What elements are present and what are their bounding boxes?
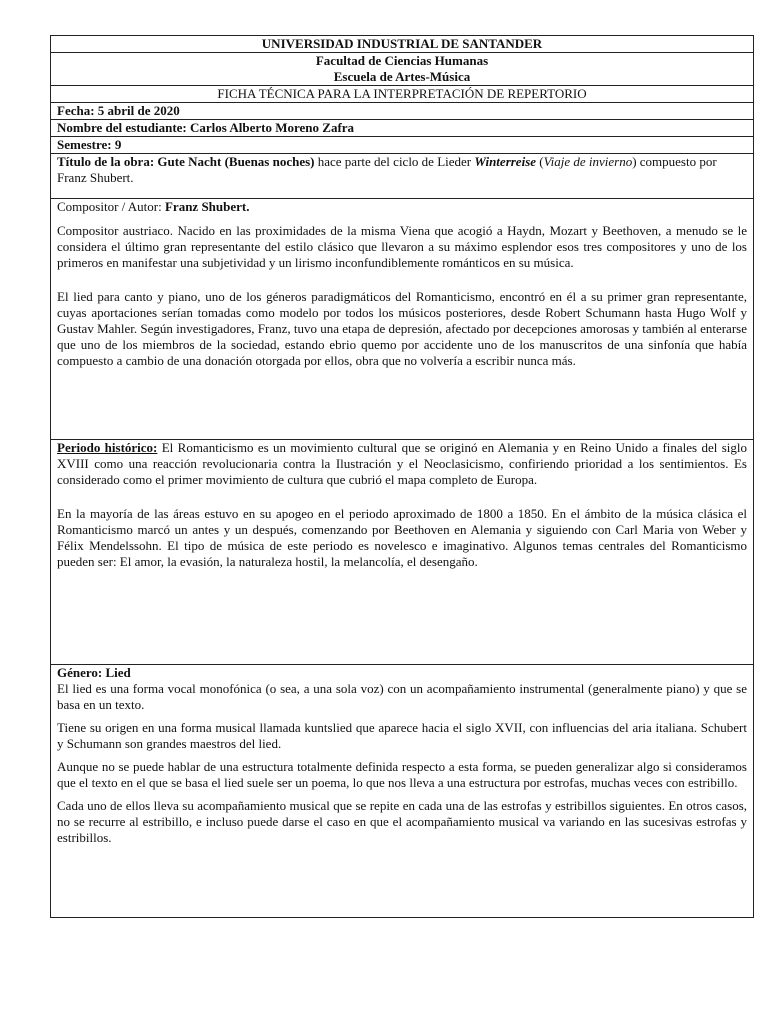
genre-row [51, 665, 754, 918]
song-cycle-translation: Viaje de invierno [543, 154, 633, 169]
genre-paragraph-3: Aunque no se puede hablar de una estructura totalmente definida respecto a esta forma, se pueden generalizar algo si consideramos que el texto en el que se basa el lied suele ser un poema, lo que nos lleva a una estructura por estrofas, muchas veces con estribillo. [57, 759, 747, 790]
song-cycle: Winterreise [474, 154, 537, 169]
period-row [51, 440, 754, 665]
faculty-name: Facultad de Ciencias Humanas [315, 53, 489, 68]
semester-row [51, 137, 754, 154]
work-title-text [57, 154, 747, 186]
work-title: Gute Nacht (Buenas noches) [157, 154, 315, 169]
composer-name: Franz Shubert. [164, 199, 250, 214]
work-desc-2: compuesto por Franz Shubert. [57, 154, 717, 185]
work-title-label: Título de la obra: [57, 154, 155, 169]
university-name: UNIVERSIDAD INDUSTRIAL DE SANTANDER [51, 36, 754, 53]
composer-heading [57, 199, 747, 215]
composer-label: Compositor / Autor: [57, 199, 165, 214]
period-paragraph-1 [57, 440, 747, 488]
form-title: FICHA TÉCNICA PARA LA INTERPRETACIÓN DE REPERTORIO [51, 86, 754, 103]
genre-label: Género: Lied [57, 665, 131, 680]
school-name: Escuela de Artes-Música [333, 69, 471, 84]
composer-paragraph-2: El lied para canto y piano, uno de los géneros paradigmáticos del Romanticismo, encontró en él a su primer gran representante, cuyas aportaciones serían tomadas como modelo por todos los músicos posteriores, desde Robert Schumann hasta Hugo Wolf y Gustav Mahler. Según investigadores, Franz, tuvo una etapa de depresión, afectado por decepciones amorosas y también al enterarse que uno de los miembros de la sociedad, estando ebrio quemo por accidente uno de los manuscritos de una sinfonía que había compuesto a cambio de una donación otorgada por ellos, obra que no volvería a escribir nunca más. [57, 289, 747, 368]
genre-paragraph-4: Cada uno de ellos lleva su acompañamiento musical que se repite en cada una de las estrofas y estribillos siguientes. En otros casos, no se recurre al estribillo, e incluso puede darse el caso en que el acompañamiento musical va variando en las sucesivas estrofas y estribillos. [57, 798, 747, 845]
form-title-row [51, 86, 754, 103]
genre-paragraph-1: El lied es una forma vocal monofónica (o sea, a una sola voz) con un acompañamiento instrumental (generalmente piano) y que se basa en un texto. [57, 681, 747, 712]
period-text-1: El Romanticismo es un movimiento cultural que se originó en Alemania y en Reino Unido a finales del siglo XVIII como una reacción revolucionaria contra la Ilustración y el Neoclasicismo, confiriendo prioridad a los sentimientos. Es considerado como el primer movimiento de cultura que cubrió el mapa completo de Europa. [57, 440, 747, 487]
student-field: Nombre del estudiante: Carlos Alberto Moreno Zafra [51, 120, 754, 137]
composer-row [51, 199, 754, 440]
date-field: Fecha: 5 abril de 2020 [51, 103, 754, 120]
genre-paragraph-2: Tiene su origen en una forma musical llamada kuntslied que aparece hacia el siglo XVII, con influencias del aria italiana. Schubert y Schumann son grandes maestros del lied. [57, 720, 747, 751]
work-desc-1: hace parte del ciclo de Lieder [314, 154, 475, 169]
student-row [51, 120, 754, 137]
composer-paragraph-1: Compositor austriaco. Nacido en las proximidades de la misma Viena que acogió a Haydn, Mozart y Beethoven, a menudo se le considera el último gran representante del estilo clásico que llevaron a su máximo esplendor esos tres compositores y uno de los primeros en manifestar una subjetividad y un lirismo inconfundiblemente románticos en su música. [57, 223, 747, 270]
date-row [51, 103, 754, 120]
semester-field: Semestre: 9 [51, 137, 754, 154]
paren-open: ( [536, 154, 544, 169]
period-paragraph-2: En la mayoría de las áreas estuvo en su apogeo en el periodo aproximado de 1800 a 1850. En el ámbito de la música clásica el Romanticismo marcó un antes y un después, comenzando por Beethoven en Alemania y siguiendo con Carl Maria von Weber y Félix Mendelssohn. El tipo de música de este periodo es novelesco e imaginativo. Algunos temas centrales del Romanticismo pueden ser: El amor, la evasión, la naturaleza hostil, la melancolía, el desengaño. [57, 506, 747, 569]
paren-close: ) [632, 154, 637, 169]
period-label: Periodo histórico: [57, 440, 158, 455]
work-title-row [51, 154, 754, 199]
faculty-row [51, 53, 754, 86]
university-row [51, 36, 754, 53]
technical-sheet-table [50, 35, 754, 918]
